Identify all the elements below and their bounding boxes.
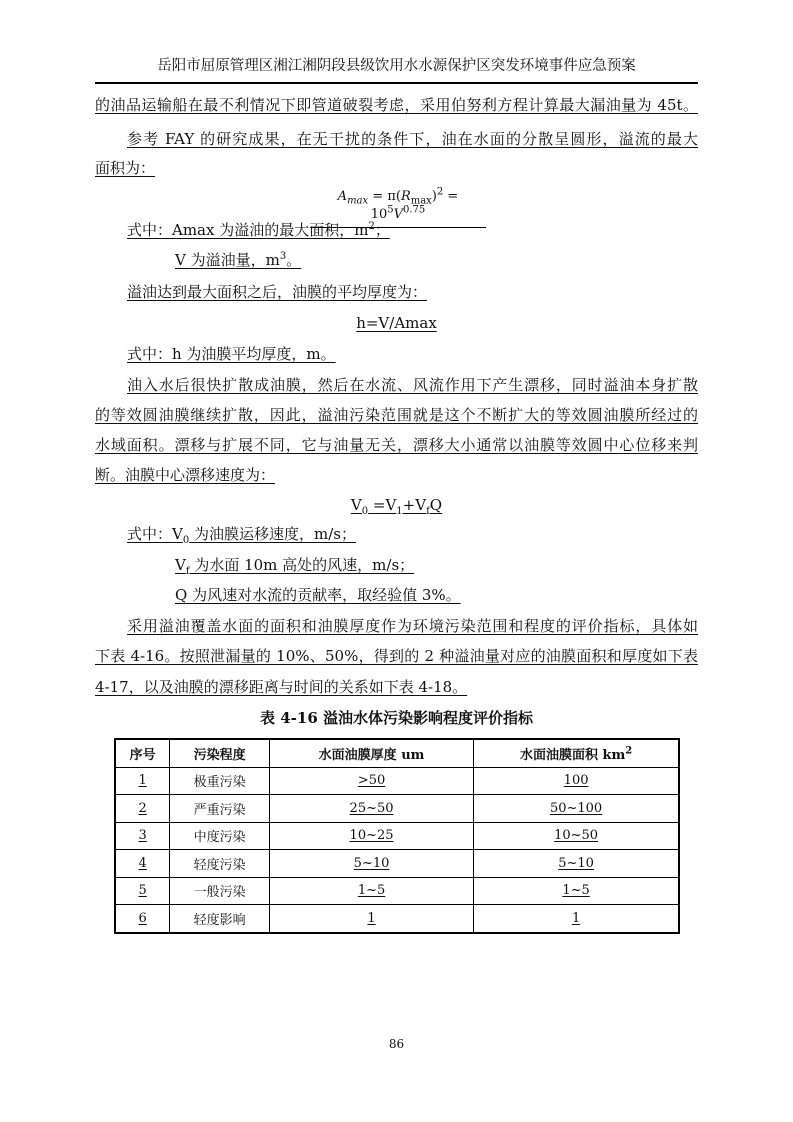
header-level: 污染程度 — [170, 739, 270, 767]
paragraph-line: 水域面积。漂移与扩展不同，它与油量无关，漂移大小通常以油膜等效圆中心位移来判 — [95, 436, 698, 454]
paragraph-line: 面积为： — [95, 159, 156, 177]
paragraph-line: 的等效圆油膜继续扩散，因此，溢油污染范围就是这个不断扩大的等效圆油膜所经过的 — [95, 406, 698, 424]
cell-level: 轻度污染 — [170, 850, 270, 878]
cell-no: 1 — [115, 767, 170, 795]
cell-thickness: 5~10 — [269, 850, 473, 878]
table-row — [115, 822, 679, 850]
pollution-level-table — [114, 738, 680, 934]
table-row — [115, 795, 679, 823]
cell-level: 极重污染 — [170, 767, 270, 795]
header-no: 序号 — [115, 739, 170, 767]
cell-no: 4 — [115, 850, 170, 878]
cell-thickness: >50 — [269, 767, 473, 795]
paragraph-line: 下表 4-16。按照泄漏量的 10%、50%，得到的 2 种溢油量对应的油膜面积和厚度如下表 — [95, 647, 698, 665]
cell-area: 1 — [474, 905, 679, 933]
definition-line: 式中：$V_0$ 为油膜运移速度，m/s； — [127, 525, 356, 546]
cell-no: 5 — [115, 877, 170, 905]
paragraph-line: 断。油膜中心漂移速度为： — [95, 466, 276, 484]
paragraph-line: 的油品运输船在最不利情况下即管道破裂考虑，采用伯努利方程计算最大漏油量为 45t。 — [95, 96, 698, 114]
table-row — [115, 767, 679, 795]
formula-drift-speed: $V_0 =V_1+V_fQ$ — [350, 496, 443, 517]
cell-thickness: 25~50 — [269, 795, 473, 823]
header-area: 水面油膜面积 $km^2$ — [474, 739, 679, 767]
paragraph-line: 油入水后很快扩散成油膜，然后在水流、风流作用下产生漂移，同时溢油本身扩散 — [127, 376, 698, 394]
cell-level: 一般污染 — [170, 877, 270, 905]
cell-no: 6 — [115, 905, 170, 933]
cell-area: 5~10 — [474, 850, 679, 878]
cell-thickness: 1 — [269, 905, 473, 933]
page-number: 86 — [388, 1037, 405, 1051]
definition-line: $V_f$ 为水面 10m 高处的风速，m/s； — [175, 556, 415, 577]
cell-level: 严重污染 — [170, 795, 270, 823]
page-header: 岳阳市屈原管理区湘江湘阴段县级饮用水水源保护区突发环境事件应急预案 — [95, 56, 698, 84]
cell-area: 50~100 — [474, 795, 679, 823]
cell-level: 中度污染 — [170, 822, 270, 850]
formula-max-area: $A_{max} = \pi(R_{max})^2 = 10^5V^{0.75}$ — [310, 188, 486, 228]
paragraph-line: 采用溢油覆盖水面的面积和油膜厚度作为环境污染范围和程度的评价指标，具体如 — [127, 617, 698, 635]
paragraph-line: 参考 FAY 的研究成果，在无干扰的条件下，油在水面的分散呈圆形，溢流的最大 — [127, 130, 698, 148]
table-caption: 表 4-16 溢油水体污染影响程度评价指标 — [260, 709, 533, 727]
definition-line: V 为溢油量，$m^3$。 — [175, 251, 302, 269]
cell-no: 3 — [115, 822, 170, 850]
cell-thickness: 10~25 — [269, 822, 473, 850]
cell-area: 10~50 — [474, 822, 679, 850]
header-thickness: 水面油膜厚度 um — [269, 739, 473, 767]
cell-level: 轻度影响 — [170, 905, 270, 933]
cell-no: 2 — [115, 795, 170, 823]
paragraph-line: 4-17，以及油膜的漂移距离与时间的关系如下表 4-18。 — [95, 678, 468, 696]
definition-line: 式中：h 为油膜平均厚度，m。 — [127, 345, 336, 363]
table-row — [115, 905, 679, 933]
table-row — [115, 850, 679, 878]
definition-line: Q 为风速对水流的贡献率，取经验值 3%。 — [175, 586, 461, 604]
table-header-row — [115, 739, 679, 767]
cell-area: 100 — [474, 767, 679, 795]
cell-thickness: 1~5 — [269, 877, 473, 905]
definition-line: 式中：Amax 为溢油的最大面积，$m^2$； — [127, 221, 390, 239]
cell-area: 1~5 — [474, 877, 679, 905]
paragraph-line: 溢油达到最大面积之后，油膜的平均厚度为： — [127, 283, 428, 301]
formula-thickness: h=V/Amax — [356, 314, 437, 332]
table-row — [115, 877, 679, 905]
